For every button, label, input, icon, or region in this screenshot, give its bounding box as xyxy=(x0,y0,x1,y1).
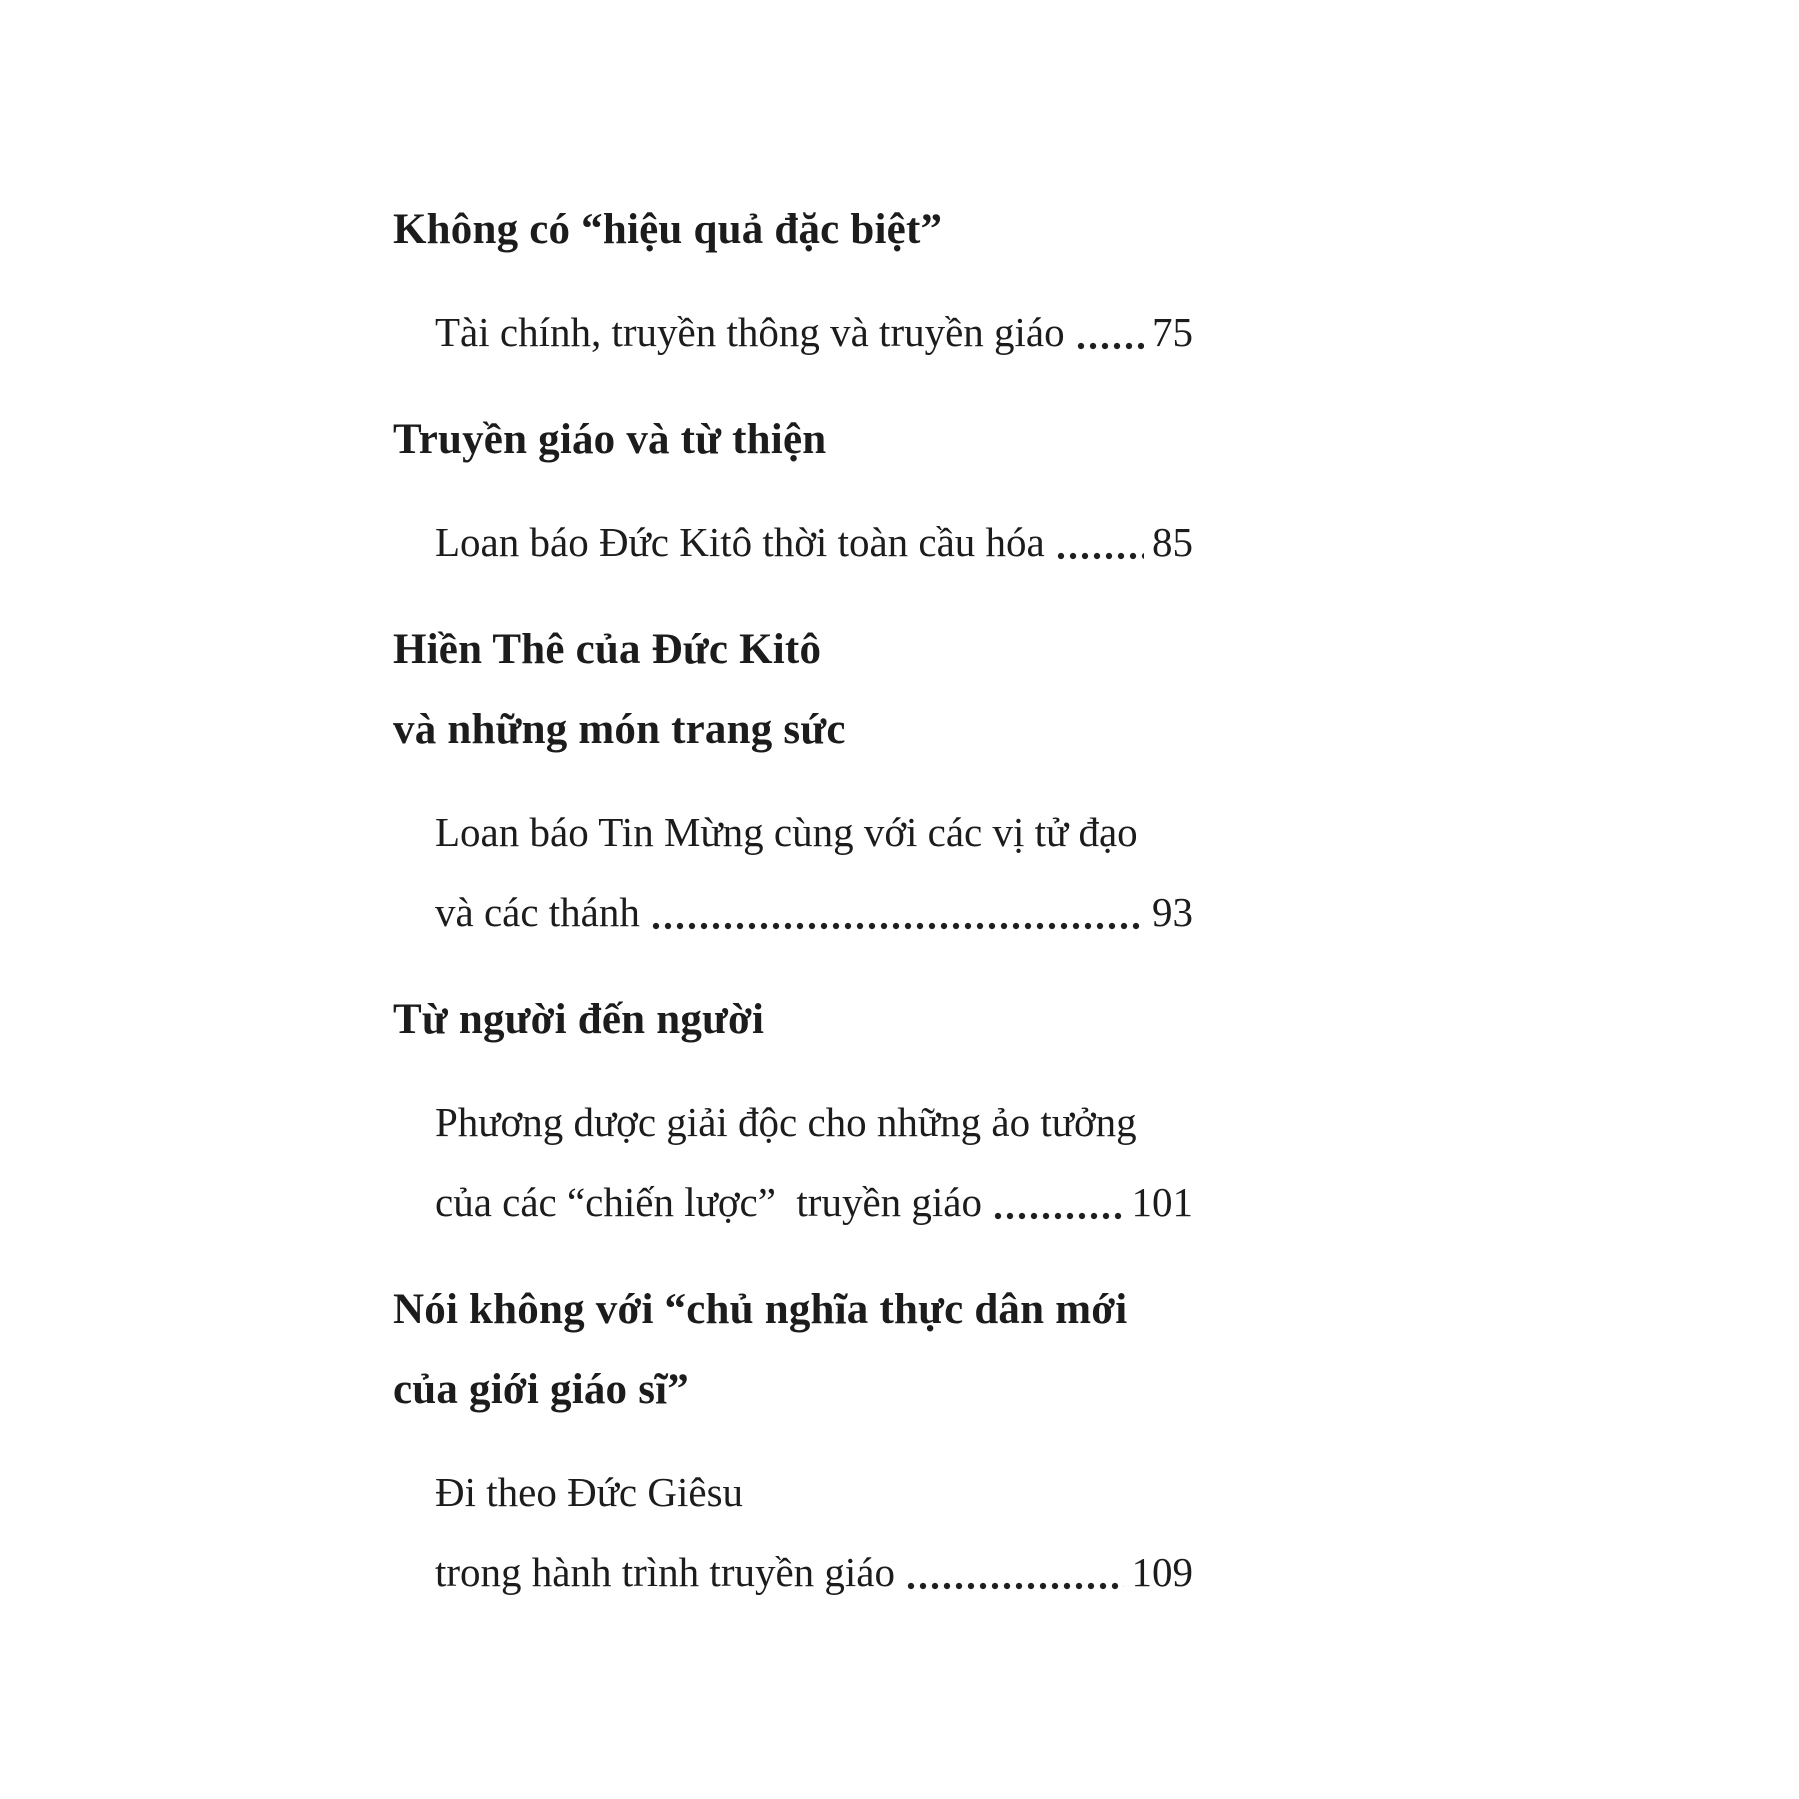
toc-section xyxy=(393,980,1193,1242)
entry-text: Đi theo Đức Giêsu xyxy=(435,1469,744,1515)
section-entry xyxy=(435,292,1193,372)
section-heading xyxy=(393,1270,1193,1430)
entry-line xyxy=(435,502,1193,582)
entry-line xyxy=(435,792,1193,872)
entry-line xyxy=(435,1162,1193,1242)
toc-section xyxy=(393,610,1193,952)
entry-line xyxy=(435,1452,1193,1532)
toc-section xyxy=(393,400,1193,582)
entry-text: của các “chiến lược” truyền giáo xyxy=(435,1179,982,1225)
page-number: 109 xyxy=(1131,1549,1193,1595)
entry-text: Loan báo Đức Kitô thời toàn cầu hóa xyxy=(435,519,1045,565)
section-heading-line: của giới giáo sĩ” xyxy=(393,1366,689,1413)
dot-leader xyxy=(1055,551,1144,561)
entry-text: trong hành trình truyền giáo xyxy=(435,1549,896,1595)
section-entry xyxy=(435,502,1193,582)
dot-leader xyxy=(992,1211,1124,1221)
page-number: 75 xyxy=(1152,309,1193,355)
table-of-contents xyxy=(393,190,1193,1640)
dot-leader xyxy=(1075,341,1144,351)
section-heading-line: Từ người đến người xyxy=(393,996,765,1043)
entry-line xyxy=(435,292,1193,372)
page-number: 93 xyxy=(1152,889,1193,935)
dot-leader xyxy=(905,1581,1123,1591)
section-heading xyxy=(393,610,1193,770)
toc-section xyxy=(393,190,1193,372)
section-heading xyxy=(393,980,1193,1060)
section-heading xyxy=(393,190,1193,270)
section-entry xyxy=(435,1452,1193,1612)
entry-line xyxy=(435,1532,1193,1612)
entry-text: và các thánh xyxy=(435,889,640,935)
section-heading xyxy=(393,400,1193,480)
entry-line xyxy=(435,1082,1193,1162)
toc-section xyxy=(393,1270,1193,1612)
entry-text: Tài chính, truyền thông và truyền giáo xyxy=(435,309,1065,355)
page-number: 85 xyxy=(1152,519,1193,565)
entry-text: Loan báo Tin Mừng cùng với các vị tử đạo xyxy=(435,809,1138,855)
dot-leader xyxy=(650,921,1144,931)
section-heading-line: Hiền Thê của Đức Kitô xyxy=(393,626,822,673)
page-number: 101 xyxy=(1131,1179,1193,1225)
entry-text: Phương dược giải độc cho những ảo tưởng xyxy=(435,1099,1137,1145)
section-heading-line: và những món trang sức xyxy=(393,706,846,753)
section-entry xyxy=(435,1082,1193,1242)
section-heading-line: Nói không với “chủ nghĩa thực dân mới xyxy=(393,1286,1128,1333)
entry-line xyxy=(435,872,1193,952)
section-heading-line: Truyền giáo và từ thiện xyxy=(393,416,827,463)
section-entry xyxy=(435,792,1193,952)
section-heading-line: Không có “hiệu quả đặc biệt” xyxy=(393,206,943,253)
